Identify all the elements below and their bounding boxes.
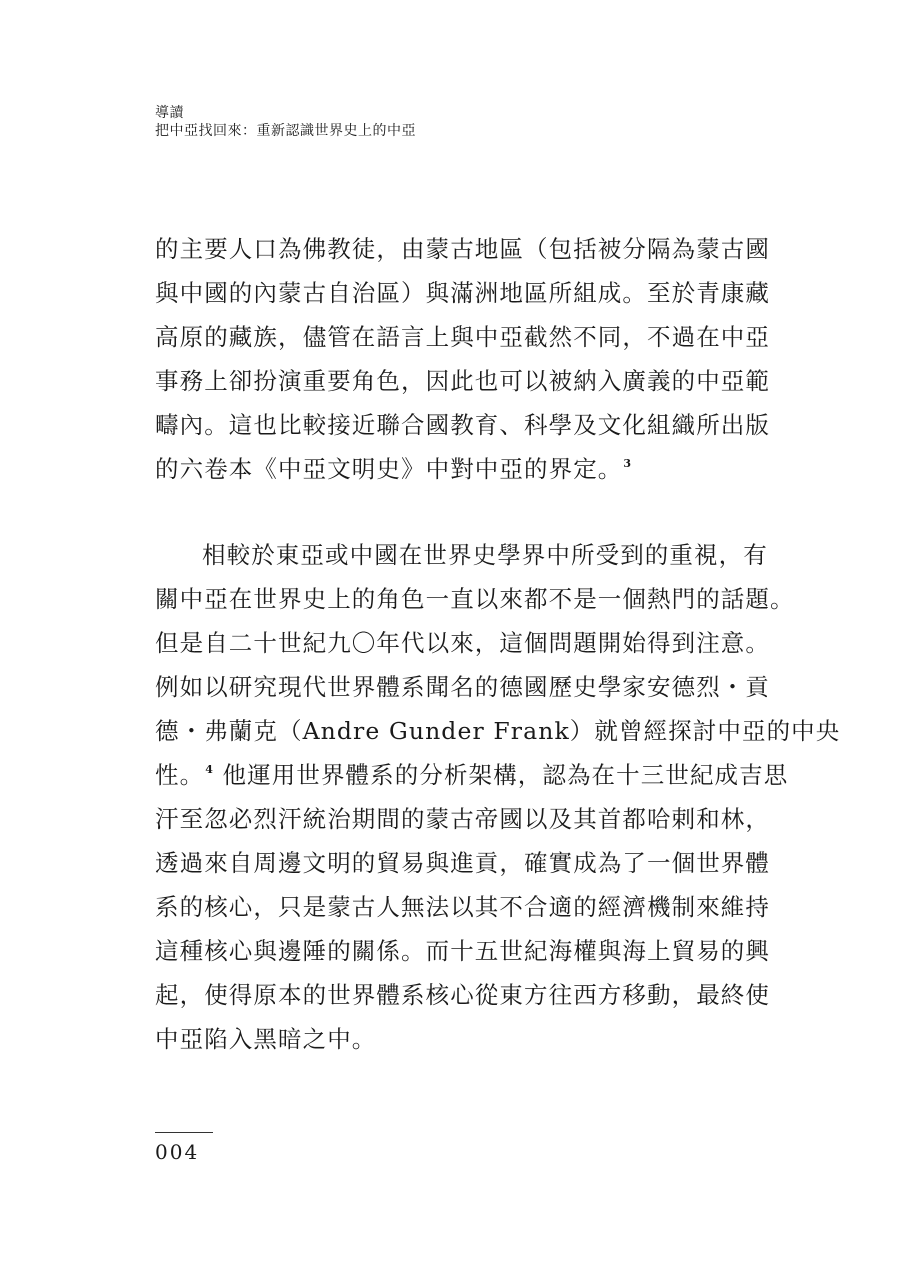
text-line: 高原的藏族，儘管在語言上與中亞截然不同，不過在中亞 xyxy=(155,323,770,351)
footnote-ref-3[interactable]: 3 xyxy=(623,457,633,470)
text-line: 中亞陷入黑暗之中。 xyxy=(155,1025,377,1053)
text-line: 系的核心，只是蒙古人無法以其不合適的經濟機制來維持 xyxy=(155,893,770,921)
footnote-ref-4[interactable]: 4 xyxy=(205,763,214,776)
text-line: 例如以研究現代世界體系聞名的德國歷史學家安德烈・貢 xyxy=(155,673,770,701)
text-line-continuation: 他運用世界體系的分析架構，認為在十三世紀成吉思 xyxy=(213,761,789,789)
text-line: 透過來自周邊文明的貿易與進貢，確實成為了一個世界體 xyxy=(155,849,770,877)
footer-rule xyxy=(155,1132,213,1133)
text-line: 事務上卻扮演重要角色，因此也可以被納入廣義的中亞範 xyxy=(155,367,770,395)
text-line: 但是自二十世紀九〇年代以來，這個問題開始得到注意。 xyxy=(155,629,770,657)
chapter-title: 把中亞找回來：重新認識世界史上的中亞 xyxy=(155,123,416,139)
text-line-content: 性。 xyxy=(155,761,205,789)
text-line: 與中國的內蒙古自治區）與滿洲地區所組成。至於青康藏 xyxy=(155,279,770,307)
text-line xyxy=(155,447,780,491)
page-number: 004 xyxy=(155,1140,200,1164)
text-line: 起，使得原本的世界體系核心從東方往西方移動，最終使 xyxy=(155,981,770,1009)
text-line: 這種核心與邊陲的關係。而十五世紀海權與海上貿易的興 xyxy=(155,937,770,965)
text-line xyxy=(155,753,789,797)
running-head xyxy=(155,104,416,140)
text-line: 的主要人口為佛教徒，由蒙古地區（包括被分隔為蒙古國 xyxy=(155,235,770,263)
text-line: 關中亞在世界史上的角色一直以來都不是一個熱門的話題。 xyxy=(155,585,795,613)
section-label: 導讀 xyxy=(155,105,184,121)
text-line: 相較於東亞或中國在世界史學界中所受到的重視，有 xyxy=(202,541,768,569)
text-line-content: 的六卷本《中亞文明史》中對中亞的界定。 xyxy=(155,455,623,483)
text-line: 疇內。這也比較接近聯合國教育、科學及文化組織所出版 xyxy=(155,411,770,439)
paragraph-2 xyxy=(155,533,841,1061)
text-line: 德・弗蘭克（Andre Gunder Frank）就曾經探討中亞的中央 xyxy=(155,717,841,745)
paragraph-1 xyxy=(155,227,780,491)
text-line: 汗至忽必烈汗統治期間的蒙古帝國以及其首都哈剌和林， xyxy=(155,805,770,833)
